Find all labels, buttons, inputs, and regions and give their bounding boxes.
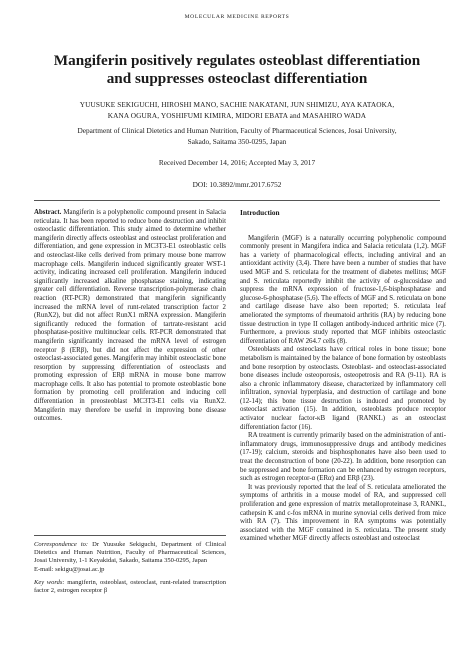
doi: DOI: 10.3892/mmr.2017.6752	[192, 180, 282, 189]
intro-paragraph: Osteoblasts and osteoclasts have critical roles in bone tissue; bone metabolism is maintained by the balance of bone formation by osteoblasts and bone resorption by osteoclasts. Osteoblast- and osteoclast-associated bone diseases include osteoporosis, osteopetrosis and RA (9-11). RA is also a chronic inflammatory disease, characterized by inflammatory cell infiltration, synovial hyperplasia, and destruction of cartilage and bone (12-14); this bone tissue destruction is induced and promoted by osteoclast activation (15). In addition, osteoblasts produce receptor activator nuclear factor-κB ligand (RANKL) as an osteoclast differentiation factor (16).	[240, 346, 446, 431]
journal-header: MOLECULAR MEDICINE REPORTS	[184, 14, 290, 20]
abstract-text: Mangiferin is a polyphenolic compound present in Salacia reticulata. It has been reported to reduce bone destruction and inhibit osteoclastic differentiation. This study aimed to determine whether mangiferin directly affects osteoblast and osteoclast proliferation and differentiation, and gene expression in MC3T3-E1 osteoblastic cells and osteoclast-like cells derived from primary mouse bone marrow macrophage cells. Mangiferin induced significantly greater WST-1 activity, indicating increased cell proliferation. Mangiferin induced significantly increased alkaline phosphatase staining, indicating greater cell differentiation. Reverse transcription-polymerase chain reaction (RT-PCR) demonstrated that mangiferin significantly increased the mRNA level of runt-related transcription factor 2 (RunX2), but did not affect RunX1 mRNA expression. Mangiferin significantly reduced the formation of tartrate-resistant acid phosphatase-positive multinuclear cells. RT-PCR demonstrated that mangiferin significantly increased the mRNA level of estrogen receptor β (ERβ), but did not affect the expression of other osteoclast-associated genes. Mangiferin may inhibit osteoclastic bone resorption by suppressing differentiation of osteoclasts and promoting expression of ERβ mRNA in mouse bone marrow macrophage cells. It also has potential to promote osteoblastic bone formation by promoting cell proliferation and inducing cell differentiation in preosteoblast MC3T3-E1 cells via RunX2. Mangiferin may therefore be useful in improving bone disease outcomes.	[34, 209, 226, 423]
keywords	[34, 579, 226, 595]
correspondence-email: E-mail: sekigu@josai.ac.jp	[34, 565, 105, 573]
abstract-label: Abstract.	[34, 209, 62, 216]
top-divider	[34, 200, 440, 201]
authors-line-1: YUUSUKE SEKIGUCHI, HIROSHI MANO, SACHIE NAKATANI, JUN SHIMIZU, AYA KATAOKA,	[79, 100, 395, 109]
correspondence-label: Correspondence to:	[34, 541, 89, 548]
keywords-label: Key words:	[34, 579, 65, 586]
intro-paragraph: It was previously reported that the leaf of S. reticulata ameliorated the symptoms of arthritis in a mouse model of RA, and suppressed cell proliferation and gene expression of matrix metalloproteinase 3, RANKL, cathepsin K and c-fos mRNA in murine synovial cells derived from mice with RA (7). This improvement in RA symptoms was potentially associated with the MGF contained in S. reticulata. The present study examined whether MGF directly affects osteoblast and osteoclast	[240, 483, 446, 543]
keywords-text: mangiferin, osteoblast, osteoclast, runt-related transcription factor 2, estrogen receptor β	[34, 579, 226, 595]
authors-line-2: KANA OGURA, YOSHIFUMI KIMIRA, MIDORI EBATA and MASAHIRO WADA	[107, 111, 367, 120]
affiliation-line-2: Sakado, Saitama 350-0295, Japan	[187, 137, 287, 146]
abstract-section	[34, 209, 226, 424]
correspondence	[34, 541, 226, 574]
affiliation-line-1: Department of Clinical Dietetics and Human Nutrition, Faculty of Pharmaceutical Sciences, Josai University,	[77, 126, 397, 135]
introduction-section	[240, 209, 446, 544]
title-line-1: Mangiferin positively regulates osteoblast differentiation	[53, 52, 421, 69]
footnote-divider	[34, 535, 226, 536]
intro-paragraph: Mangiferin (MGF) is a naturally occurring polyphenolic compound commonly present in Mangifera indica and Salacia reticulata (1,2). MGF has a variety of pharmacological effects, including antiviral and an antioxidant activity (3,4). There have been a number of studies that have used MGF and S. reticulata for the treatment of diabetes mellitus; MGF and S. reticulata reportedly inhibit the activity of α-glucosidase and suppress the mRNA expression of fructose-1,6-bisphosphatase and glucose-6-phosphatase (5,6). The effects of MGF and S. reticulata on bone and cartilage disease have also been reported; S. reticulata leaf ameliorated the symptoms of rheumatoid arthritis (RA) by reducing bone tissue destruction in type II collagen antibody-induced arthritic mice (7). Furthermore, a previous study reported that MGF inhibits osteoclastic differentiation of RAW 264.7 cells (8).	[240, 234, 446, 345]
article-title	[20, 52, 454, 88]
intro-paragraph: RA treatment is currently primarily based on the administration of anti-inflammatory drugs, immunosuppressive drugs and antibody medicines (17-19); calcium, steroids and bisphosphonates have also been used to treat the deconstruction of bone (20-22). In addition, bone resorption can be suppressed and bone formation can be enhanced by estrogen receptors, such as estrogen receptor-α (ERα) and ERβ (23).	[240, 432, 446, 483]
introduction-heading: Introduction	[240, 208, 280, 217]
correspondence-text: Dr Yuusuke Sekiguchi, Department of Clinical Dietetics and Human Nutrition, Faculty of Pharmaceutical Sciences, Josai University, 1-1 Keyakidai, Sakado, Saitama 350-0295, Japan	[34, 541, 226, 565]
title-line-2: and suppresses osteoclast differentiation	[106, 70, 368, 87]
author-list	[22, 99, 452, 121]
received-accepted-dates: Received December 14, 2016; Accepted May 3, 2017	[158, 158, 316, 167]
affiliation	[22, 125, 452, 147]
